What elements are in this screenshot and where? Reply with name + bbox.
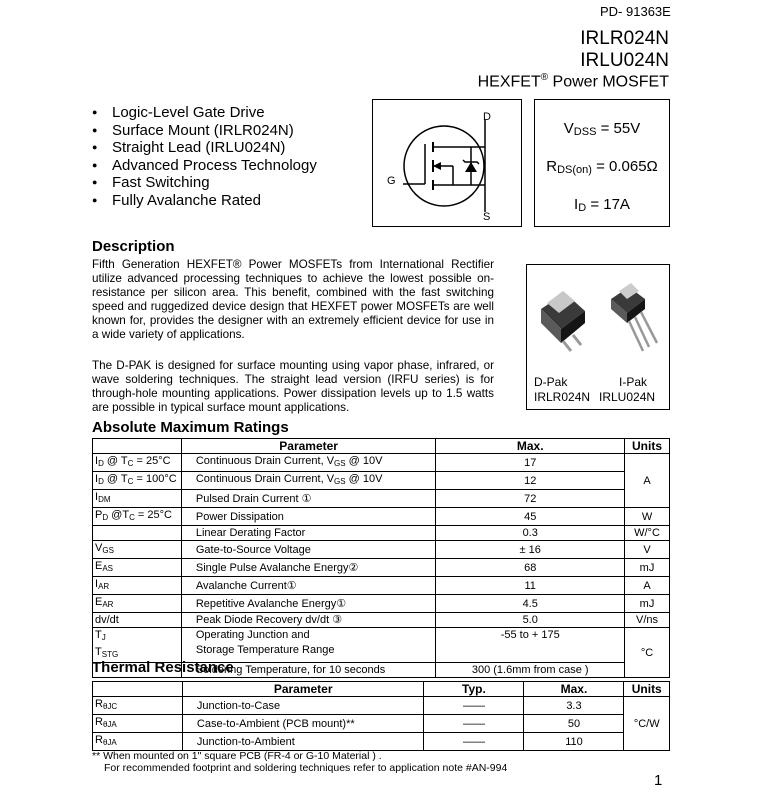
row-max: 0.3: [436, 526, 625, 541]
col-parameter-header: Parameter: [182, 682, 424, 697]
row-symbol: [93, 526, 182, 541]
part-number-2: IRLU024N: [580, 50, 669, 71]
row-max: 11: [436, 577, 625, 595]
dpak-part: IRLR024N: [534, 390, 591, 404]
col-parameter-header: Parameter: [181, 439, 436, 454]
table-row: [93, 559, 670, 577]
feature-item: ● Fully Avalanche Rated: [92, 192, 317, 210]
drain-label: D: [483, 111, 491, 123]
row-symbol: dv/dt: [93, 613, 182, 628]
table-row: [93, 541, 670, 559]
row-units: °C/W: [624, 697, 670, 751]
row-symbol: $R_{\theta JA}$: [93, 715, 183, 733]
feature-list: [92, 104, 317, 210]
row-symbol: $I_{AR}$: [93, 577, 182, 595]
row-parameter: Power Dissipation: [181, 508, 436, 526]
feature-item: ● Fast Switching: [92, 174, 317, 192]
row-max: 110: [524, 733, 624, 751]
row-parameter: Operating Junction and Storage Temperature Range: [181, 628, 436, 663]
row-units: A: [625, 577, 670, 595]
row-symbol: $I_D$ @ $T_C = 25^\circ C$: [93, 454, 182, 472]
row-parameter: Repetitive Avalanche Energy①: [181, 595, 436, 613]
source-label: S: [483, 211, 491, 223]
col-typ-header: Typ.: [424, 682, 524, 697]
vdss-symbol: V: [563, 120, 574, 137]
mosfet-symbol-icon: [373, 100, 521, 226]
row-units: mJ: [625, 559, 670, 577]
col-units-header: Units: [625, 439, 670, 454]
thermal-table: [92, 681, 670, 751]
device-subtitle: [478, 72, 669, 91]
row-parameter: Continuous Drain Current, $V_{GS}$ @ 10V: [181, 472, 436, 490]
row-parameter: Gate-to-Source Voltage: [181, 541, 436, 559]
row-symbol: $V_{GS}$: [93, 541, 182, 559]
rds-value: = 0.065Ω: [591, 158, 658, 175]
table-row: [93, 715, 670, 733]
abs-max-table: [92, 438, 670, 678]
row-max: 50: [524, 715, 624, 733]
key-specs-box: [534, 99, 670, 227]
row-max: 45: [436, 508, 625, 526]
row-symbol: $R_{\theta JC}$: [93, 697, 183, 715]
table-row: [93, 613, 670, 628]
footnote: [92, 750, 507, 774]
table-header-row: [93, 439, 670, 454]
id-sub: D: [578, 202, 587, 214]
row-units: °C: [625, 628, 670, 678]
row-parameter: Linear Derating Factor: [181, 526, 436, 541]
ipak-part: IRLU024N: [599, 390, 656, 404]
row-parameter: Soldering Temperature, for 10 seconds: [181, 663, 436, 678]
vdss-sub: DSS: [573, 126, 597, 138]
row-max: ± 16: [436, 541, 625, 559]
row-symbol: $I_{DM}$: [93, 490, 182, 508]
id-spec: [535, 196, 669, 214]
table-row: [93, 454, 670, 472]
mosfet-symbol-box: [372, 99, 522, 227]
document-number: PD- 91363E: [600, 4, 671, 19]
row-typ: ——: [424, 715, 524, 733]
row-parameter: Continuous Drain Current, $V_{GS}$ @ 10V: [181, 454, 436, 472]
ipak-label: I-Pak: [619, 375, 648, 389]
gate-label: G: [387, 175, 396, 187]
row-parameter: Junction-to-Ambient: [182, 733, 424, 751]
rds-sub: DS(on): [557, 164, 592, 176]
row-parameter: Single Pulse Avalanche Energy②: [181, 559, 436, 577]
col-units-header: Units: [624, 682, 670, 697]
row-parameter: Pulsed Drain Current ①: [181, 490, 436, 508]
vdss-value: = 55V: [596, 120, 641, 137]
vdss-spec: [535, 120, 669, 138]
row-max: 3.3: [524, 697, 624, 715]
package-box: [526, 264, 670, 410]
row-max: 17: [436, 454, 625, 472]
row-typ: ——: [424, 697, 524, 715]
col-symbol-header: [93, 439, 182, 454]
row-max: 12: [436, 472, 625, 490]
row-max: 72: [436, 490, 625, 508]
row-parameter: Avalanche Current①: [181, 577, 436, 595]
table-row: [93, 697, 670, 715]
col-max-header: Max.: [524, 682, 624, 697]
row-symbol: $E_{AR}$: [93, 595, 182, 613]
table-row: [93, 577, 670, 595]
description-heading: Description: [92, 238, 175, 255]
subtitle-registered: ®: [540, 72, 549, 83]
row-max: 68: [436, 559, 625, 577]
row-max: 4.5: [436, 595, 625, 613]
table-row: [93, 526, 670, 541]
table-row: [93, 472, 670, 490]
row-symbol: $I_D$ @ $T_C = 100^\circ C$: [93, 472, 182, 490]
rds-spec: [535, 158, 669, 176]
row-parameter: Case-to-Ambient (PCB mount)**: [182, 715, 424, 733]
ipak-package-icon: [611, 283, 657, 351]
id-symbol: I: [574, 196, 579, 213]
table-row: [93, 490, 670, 508]
feature-item: ● Surface Mount (IRLR024N): [92, 122, 317, 140]
footnote-line-2: For recommended footprint and soldering techniques refer to application note #AN-994: [104, 762, 508, 774]
package-image: [527, 265, 669, 370]
thermal-heading: Thermal Resistance: [92, 659, 234, 676]
rds-symbol: R: [546, 158, 558, 175]
row-max: -55 to + 175: [436, 628, 625, 663]
col-symbol-header: [93, 682, 183, 697]
page-number: 1: [654, 772, 663, 789]
dpak-label: D-Pak: [534, 375, 568, 389]
description-paragraph-1: Fifth Generation HEXFET® Power MOSFETs from International Rectifier utilize advanced processing techniques to achieve the lowest possible on-resistance per silicon area. This benefit, combined with the fast switching speed and ruggedized device design that HEXFET power MOSFETs are well known for, provides the designer with an extremely efficient device for use in a wide variety of applications.: [92, 258, 494, 341]
table-row: [93, 595, 670, 613]
subtitle-brand: HEXFET: [477, 73, 541, 91]
row-units: W: [625, 508, 670, 526]
row-units: mJ: [625, 595, 670, 613]
row-units: A: [625, 454, 670, 508]
row-max: 300 (1.6mm from case ): [436, 663, 625, 678]
part-number-1: IRLR024N: [580, 28, 669, 49]
footnote-line-1: ** When mounted on 1" square PCB (FR-4 or G-10 Material ) .: [92, 750, 382, 762]
row-parameter: Junction-to-Case: [182, 697, 424, 715]
row-units: V: [625, 541, 670, 559]
feature-item: ● Logic-Level Gate Drive: [92, 104, 317, 122]
id-value: = 17A: [586, 196, 630, 213]
row-symbol: $T_J$ $T_{STG}$: [93, 628, 182, 663]
row-parameter: Peak Diode Recovery dv/dt ③: [181, 613, 436, 628]
row-symbol: $E_{AS}$: [93, 559, 182, 577]
row-typ: ——: [424, 733, 524, 751]
dpak-package-icon: [541, 291, 585, 351]
subtitle-rest: Power MOSFET: [548, 73, 669, 91]
table-row: [93, 733, 670, 751]
row-symbol: $P_D$ $@T_C = 25^\circ C$: [93, 508, 182, 526]
row-max: 5.0: [436, 613, 625, 628]
row-symbol: $R_{\theta JA}$: [93, 733, 183, 751]
table-header-row: [93, 682, 670, 697]
row-units: V/ns: [625, 613, 670, 628]
table-row: [93, 508, 670, 526]
feature-item: ● Advanced Process Technology: [92, 157, 317, 175]
row-units: W/°C: [625, 526, 670, 541]
abs-max-heading: Absolute Maximum Ratings: [92, 419, 289, 436]
col-max-header: Max.: [436, 439, 625, 454]
feature-item: ● Straight Lead (IRLU024N): [92, 139, 317, 157]
description-paragraph-2: The D-PAK is designed for surface mounting using vapor phase, infrared, or wave soldering techniques. The straight lead version (IRFU series) is for through-hole mounting applications. Power dissipation levels up to 1.5 watts are possible in typical surface mount applications.: [92, 359, 494, 414]
